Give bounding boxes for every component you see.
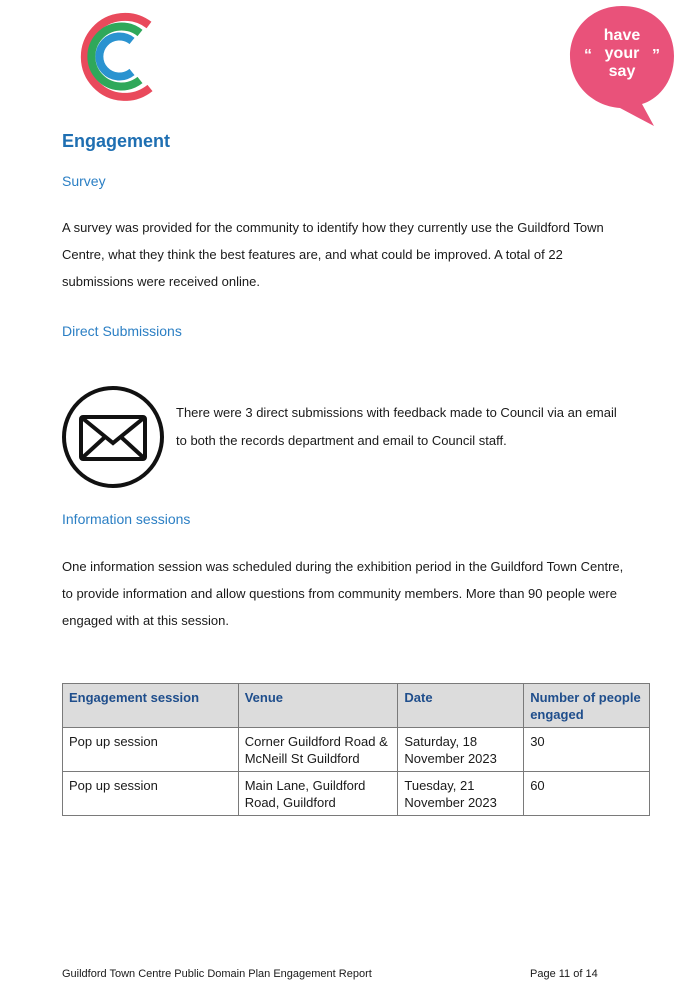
direct-submissions-paragraph: There were 3 direct submissions with feedback made to Council via an email to both the records department and email to Council staff. [176, 405, 617, 448]
cell-number: 30 [524, 728, 650, 772]
council-logo [66, 8, 158, 106]
information-sessions-paragraph: One information session was scheduled during the exhibition period in the Guildford Town Centre, to provide information and allow questions from community members. More than 90 people were engaged with at this session. [62, 559, 624, 628]
table-row [63, 728, 650, 772]
header-date: Date [398, 684, 524, 728]
svg-text:say: say [608, 63, 636, 80]
header-engagement-session: Engagement session [63, 684, 239, 728]
table-header-row [63, 684, 650, 728]
footer-page-number: Page 11 of 14 [530, 968, 598, 980]
mail-icon [61, 385, 165, 489]
footer-title: Guildford Town Centre Public Domain Plan Engagement Report [62, 968, 372, 980]
cell-venue: Main Lane, Guildford Road, Guildford [238, 772, 398, 816]
cell-date: Tuesday, 21 November 2023 [398, 772, 524, 816]
cell-session: Pop up session [63, 728, 239, 772]
direct-submissions-heading: Direct Submissions [62, 323, 182, 339]
cell-date: Saturday, 18 November 2023 [398, 728, 524, 772]
page-heading: Engagement [62, 131, 171, 151]
header-number-engaged: Number of people engaged [524, 684, 650, 728]
table-row [63, 772, 650, 816]
survey-paragraph: A survey was provided for the community to identify how they currently use the Guildford Town Centre, what they think the best features are, and what could be improved. A total of 22 submissions were received online. [62, 220, 604, 289]
svg-text:your: your [604, 45, 640, 62]
survey-heading: Survey [62, 173, 106, 189]
information-sessions-heading: Information sessions [62, 511, 191, 527]
svg-text:”: ” [652, 47, 660, 64]
svg-text:have: have [603, 27, 641, 44]
cell-venue: Corner Guildford Road & McNeill St Guildford [238, 728, 398, 772]
cell-number: 60 [524, 772, 650, 816]
svg-text:“: “ [584, 47, 592, 64]
header-venue: Venue [238, 684, 398, 728]
engagement-sessions-table [62, 683, 650, 816]
cell-session: Pop up session [63, 772, 239, 816]
have-your-say-logo [568, 4, 676, 128]
